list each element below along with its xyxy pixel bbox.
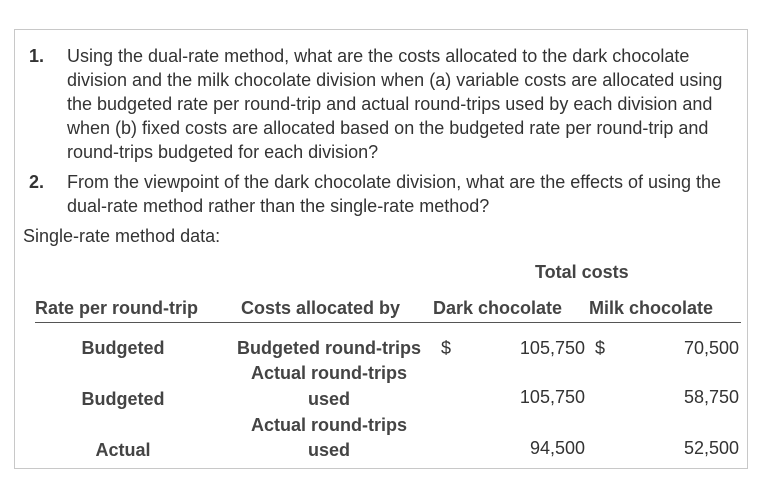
question-2-number: 2. — [29, 172, 45, 192]
row-3-milk-value: 52,500 — [683, 438, 739, 458]
row-1-rate: Budgeted — [81, 338, 165, 358]
single-rate-data-label: Single-rate method data: — [23, 226, 221, 246]
question-1-number: 1. — [29, 46, 45, 66]
question-1 — [29, 44, 741, 164]
question-1-text: Using the dual-rate method, what are the costs allocated to the dark chocolate division and the milk chocolate division when (a) variable costs are allocated using the budgeted rate per round-trip and actual round-trips used by each division and when (b) fixed costs are allocated based on the budgeted rate per round-trip and round-trips budgeted for each division? — [67, 46, 723, 162]
row-2-rate: Budgeted — [81, 389, 165, 409]
question-list — [29, 44, 741, 218]
row-3-dark-value: 94,500 — [529, 438, 585, 458]
question-panel — [14, 29, 748, 469]
row-2-allocated-by-line-1: Actual round-trips — [251, 363, 407, 383]
row-1-milk-value: 70,500 — [683, 338, 739, 358]
row-2-milk-value: 58,750 — [683, 387, 739, 407]
row-2-dark-value: 105,750 — [519, 387, 585, 407]
header-rule — [35, 322, 741, 323]
row-2-allocated-by-line-2: used — [307, 389, 350, 409]
column-header-dark-chocolate: Dark chocolate — [433, 298, 563, 318]
row-3-allocated-by-line-2: used — [307, 440, 350, 460]
row-3-rate: Actual — [95, 440, 151, 460]
row-1-allocated-by: Budgeted round-trips — [237, 338, 421, 358]
row-3-allocated-by-line-1: Actual round-trips — [251, 415, 407, 435]
column-header-milk-chocolate: Milk chocolate — [589, 298, 714, 318]
column-header-allocated-by: Costs allocated by — [241, 298, 401, 318]
column-header-rate: Rate per round-trip — [35, 298, 199, 318]
question-2 — [29, 170, 741, 218]
row-1-milk-currency: $ — [595, 338, 606, 358]
total-costs-header: Total costs — [535, 262, 629, 282]
row-1-dark-value: 105,750 — [519, 338, 585, 358]
question-2-text: From the viewpoint of the dark chocolate division, what are the effects of using the dual-rate method rather than the single-rate method? — [67, 172, 722, 216]
row-1-dark-currency: $ — [441, 338, 452, 358]
